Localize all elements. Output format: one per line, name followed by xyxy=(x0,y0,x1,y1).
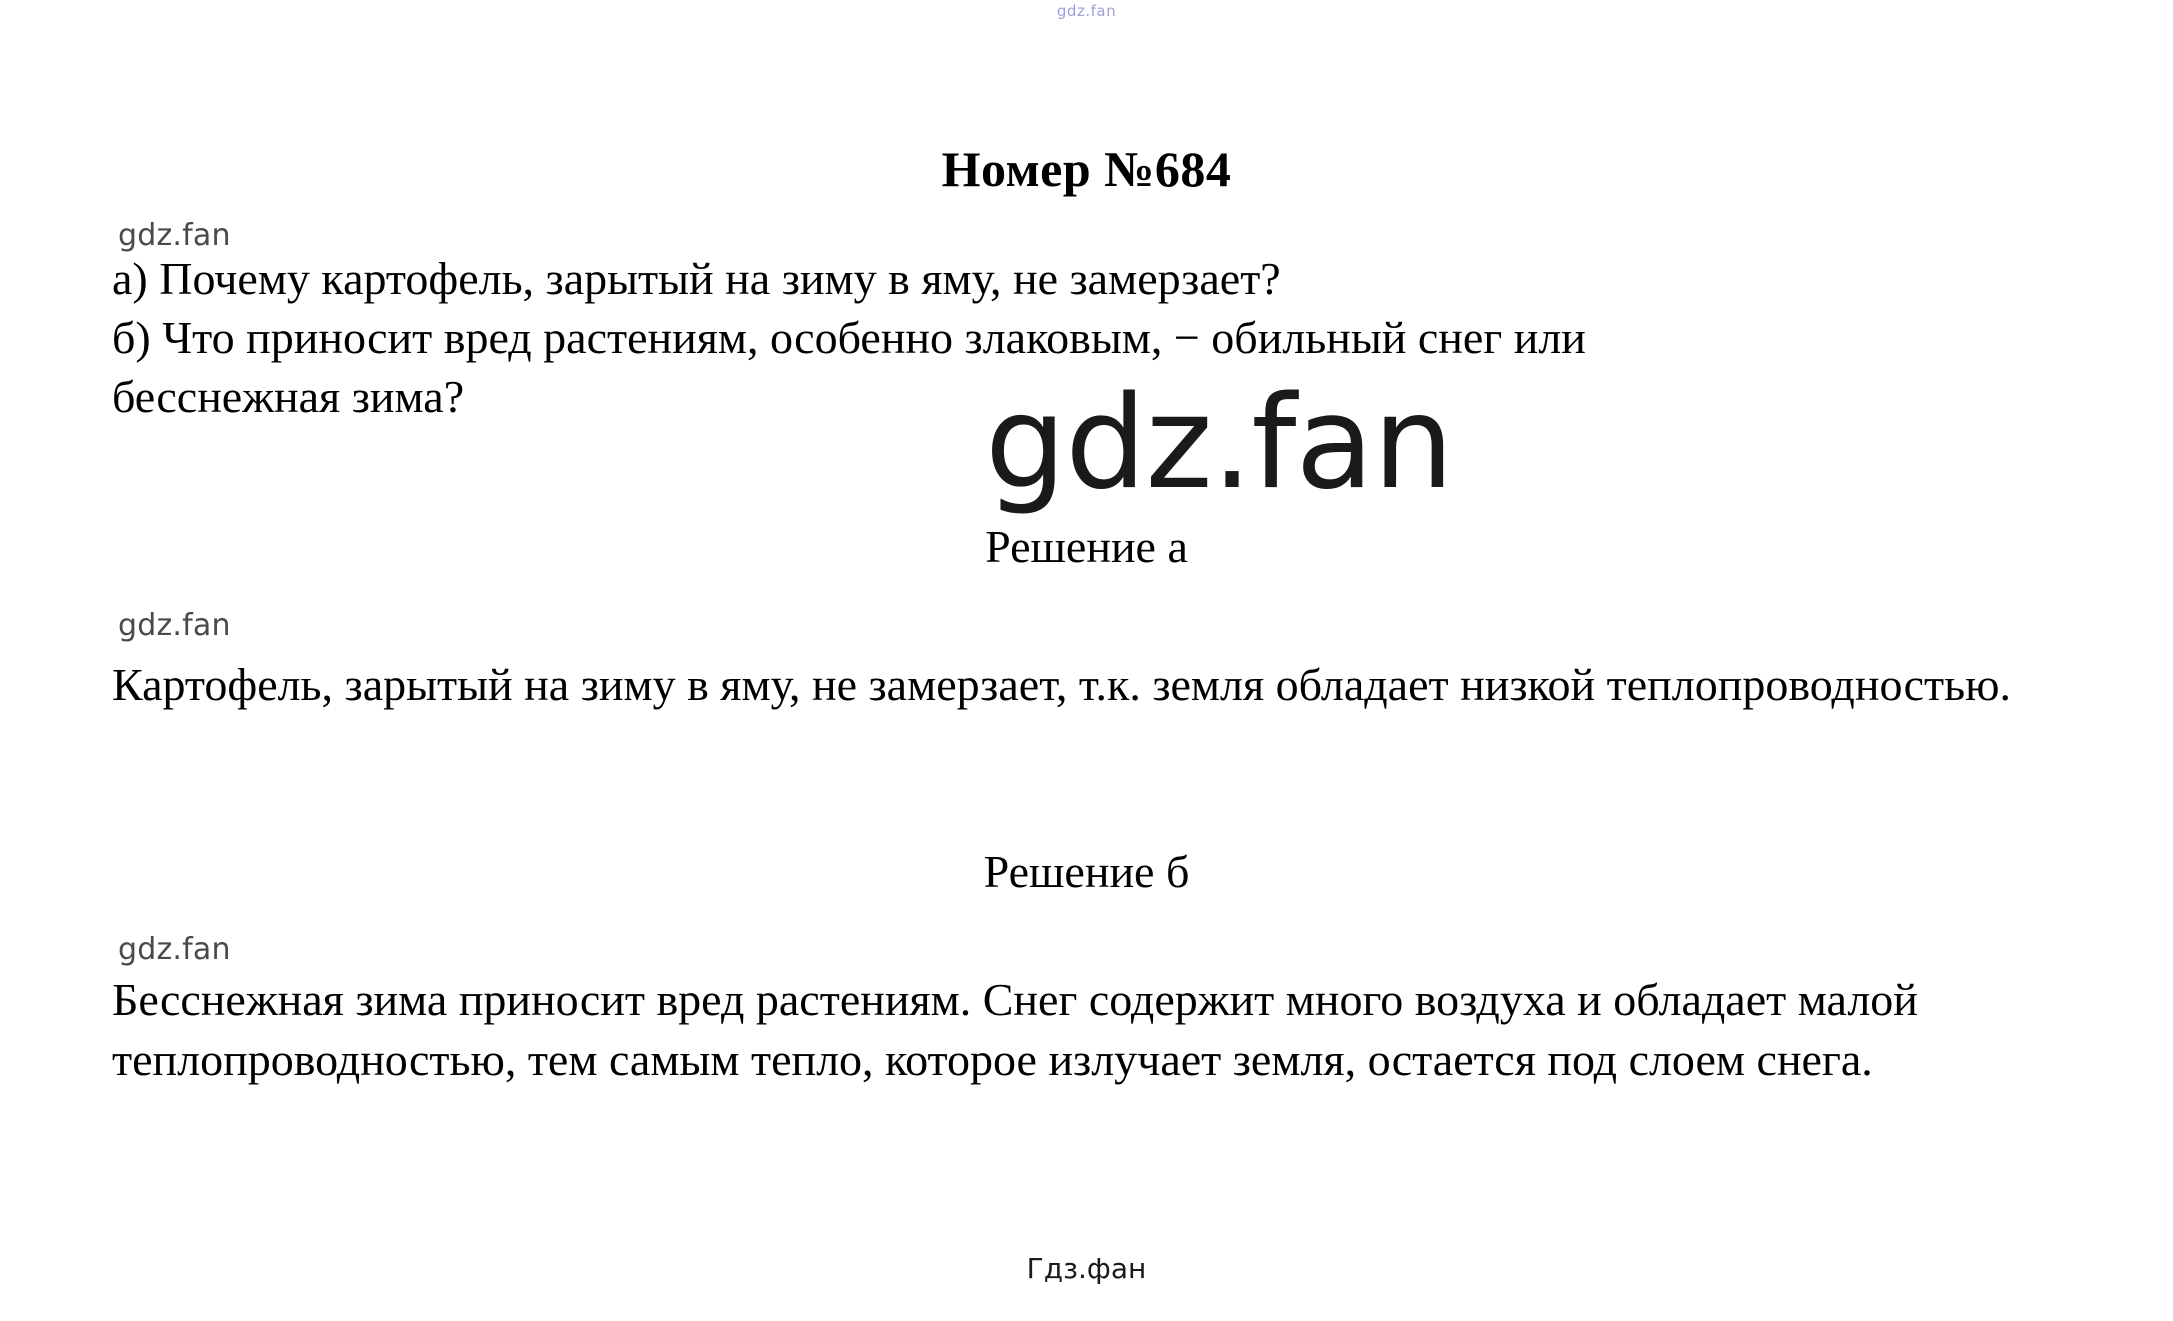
watermark-small-2: gdz.fan xyxy=(118,608,231,643)
question-line-b-part1: б) Что приносит вред растениям, особенно злаковым, − обильный снег или xyxy=(112,311,1586,363)
page-footer: Гдз.фан xyxy=(1026,1252,1147,1285)
solution-a-text: Картофель, зарытый на зиму в яму, не замерзает, т.к. земля обладает низкой теплопроводностью. xyxy=(112,659,2011,710)
solution-b-heading: Решение б xyxy=(983,846,1190,897)
page-title: Номер №684 xyxy=(941,141,1232,197)
solution-b-text: Бесснежная зима приносит вред растениям. Снег содержит много воздуха и обладает малой теплопроводностью, тем самым тепло, которое излучает земля, остается под слоем снега. xyxy=(112,974,1918,1085)
question-line-b-part2: бесснежная зима? xyxy=(112,370,465,422)
question-line-a: а) Почему картофель, зарытый на зиму в яму, не замерзает? xyxy=(112,253,1281,304)
watermark-large: gdz.fan xyxy=(985,369,1453,518)
watermark-small-1: gdz.fan xyxy=(118,218,231,253)
solution-a-heading: Решение а xyxy=(985,521,1188,572)
watermark-small-3: gdz.fan xyxy=(118,932,231,967)
top-watermark: gdz.fan xyxy=(1056,2,1117,20)
